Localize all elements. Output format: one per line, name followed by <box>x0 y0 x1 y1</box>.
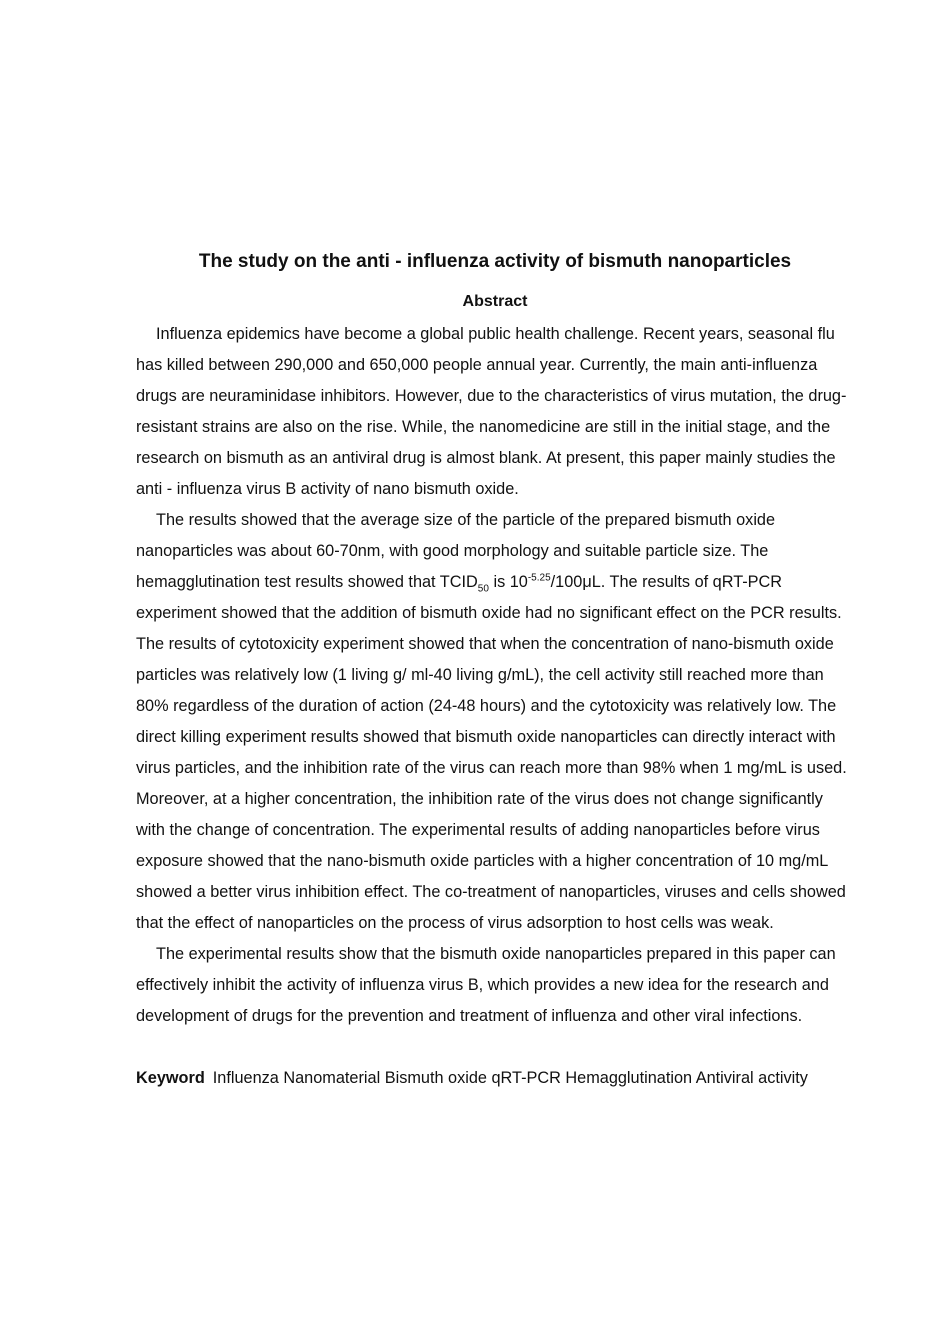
tcid-subscript: 50 <box>477 583 489 595</box>
abstract-paragraph-3: The experimental results show that the bismuth oxide nanoparticles prepared in this paper can effectively inhibit the activity of influenza virus B, which provides a new idea for the research and development of drugs for the prevention and treatment of influenza and other viral infections. <box>136 945 836 1025</box>
paragraph-2-text-start: The results showed that the average size of the particle of the prepared bismuth oxide nanoparticles was about 60-70nm, with good morphology and suitable particle size. The hemagglutination test results showed that TCID <box>136 511 776 591</box>
paper-page <box>136 247 854 1094</box>
paragraph-2-text-end: /100μL. The results of qRT-PCR experiment showed that the addition of bismuth oxide had no significant effect on the PCR results. The results of cytotoxicity experiment showed that when the concentration of nano-bismuth oxide particles was relatively low (1 living g/ ml-40 living g/mL), the cell activity still reached more than 80% regardless of the duration of action (24-48 hours) and the cytotoxicity was relatively low. The direct killing experiment results showed that bismuth oxide nanoparticles can directly interact with virus particles, and the inhibition rate of the virus can reach more than 98% when 1 mg/mL is used. Moreover, at a higher concentration, the inhibition rate of the virus does not change significantly with the change of concentration. The experimental results of adding nanoparticles before virus exposure showed that the nano-bismuth oxide particles with a higher concentration of 10 mg/mL showed a better virus inhibition effect. The co-treatment of nanoparticles, viruses and cells showed that the effect of nanoparticles on the process of virus adsorption to host cells was weak. <box>136 573 847 932</box>
keywords-text: Influenza Nanomaterial Bismuth oxide qRT-PCR Hemagglutination Antiviral activity <box>212 1069 808 1087</box>
keywords-line <box>136 1063 854 1094</box>
abstract-heading: Abstract <box>462 293 528 310</box>
abstract-paragraph-2 <box>136 505 854 939</box>
titer-exponent: -5.25 <box>527 572 551 584</box>
paper-title: The study on the anti - influenza activity of bismuth nanoparticles <box>198 251 792 272</box>
paragraph-2-text-is: is 10 <box>488 573 528 591</box>
keywords-label: Keyword <box>136 1069 205 1087</box>
abstract-paragraph-1: Influenza epidemics have become a global public health challenge. Recent years, seasonal flu has killed between 290,000 and 650,000 people annual year. Currently, the main anti-influenza drugs are neuraminidase inhibitors. However, due to the characteristics of virus mutation, the drug-resistant strains are also on the rise. While, the nanomedicine are still in the initial stage, and the research on bismuth as an antiviral drug is almost blank. At present, this paper mainly studies the anti - influenza virus B activity of nano bismuth oxide. <box>136 325 847 498</box>
